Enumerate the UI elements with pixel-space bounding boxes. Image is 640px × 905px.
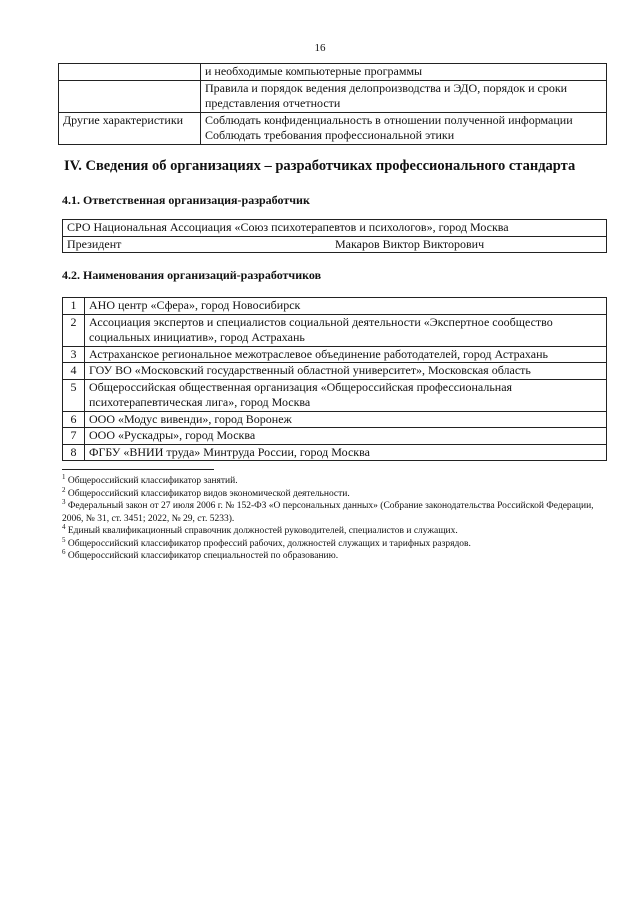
- table-row: [63, 363, 607, 380]
- organization-name: Астраханское региональное межотраслевое объединение работодателей, город Астрахань: [85, 346, 607, 363]
- footnote-text: Общероссийский классификатор специальностей по образованию.: [67, 551, 339, 561]
- organization-name: ООО «Модус вивенди», город Воронеж: [85, 411, 607, 428]
- footnotes: [62, 472, 610, 563]
- president-row: [67, 237, 602, 253]
- row-number: 8: [63, 444, 85, 461]
- footnote-text: Общероссийский классификатор профессий рабочих, должностей служащих и тарифных разрядов.: [67, 538, 471, 549]
- table-cell-value: [201, 112, 607, 144]
- row-number: 6: [63, 411, 85, 428]
- footnote-divider: [62, 469, 214, 470]
- person-name: Макаров Виктор Викторович: [335, 236, 485, 251]
- table-row: [63, 220, 607, 237]
- characteristics-table: [58, 63, 607, 145]
- section-iv-title: IV. Сведения об организациях – разработчиках профессионального стандарта: [64, 158, 576, 174]
- row-number: 7: [63, 428, 85, 445]
- table-row: [63, 444, 607, 461]
- table-row: [59, 112, 607, 144]
- position-title: Президент: [67, 236, 122, 251]
- table-cell-label: Другие характеристики: [59, 112, 201, 144]
- table-row: [63, 314, 607, 346]
- footnote-text: Общероссийский классификатор видов экономической деятельности.: [67, 488, 350, 499]
- organization-name: Общероссийская общественная организация «Общероссийская профессиональная психотерапевтическая лига», город Москва: [85, 379, 607, 411]
- table-cell-label: [59, 80, 201, 112]
- table-row: [63, 411, 607, 428]
- developer-organizations-table: [62, 297, 607, 461]
- table-row: [63, 298, 607, 315]
- footnote: [62, 535, 610, 551]
- footnote: [62, 522, 610, 538]
- characteristic-item: Соблюдать конфиденциальность в отношении полученной информации: [205, 112, 573, 127]
- footnote: [62, 485, 610, 501]
- footnote-text: Федеральный закон от 27 июля 2006 г. № 152-ФЗ «О персональных данных» (Собрание законодательства Российской Федерации, 2006, № 31, ст. 3451; 2022, № 29, ст. 5233).: [62, 501, 594, 524]
- footnote-mark: 3: [62, 497, 66, 506]
- row-number: 4: [63, 363, 85, 380]
- footnote-text: Единый квалификационный справочник должностей руководителей, специалистов и служащих.: [67, 526, 458, 536]
- organization-name: Ассоциация экспертов и специалистов социальной деятельности «Экспертное сообщество социальных инициатив», город Астрахань: [85, 314, 607, 346]
- table-row: [59, 80, 607, 112]
- responsible-organization-table: [62, 219, 607, 253]
- footnote-mark: 5: [62, 535, 66, 544]
- organization-name: АНО центр «Сфера», город Новосибирск: [85, 298, 607, 315]
- row-number: 5: [63, 379, 85, 411]
- footnote-mark: 2: [62, 485, 66, 494]
- section-4-1-title: 4.1. Ответственная организация-разработчик: [62, 193, 310, 207]
- page-number: 16: [314, 42, 326, 54]
- table-cell-label: [59, 64, 201, 81]
- footnote-mark: 4: [62, 522, 66, 531]
- footnote-text: Общероссийский классификатор занятий.: [67, 476, 238, 486]
- footnote: [62, 472, 610, 488]
- table-row: [63, 236, 607, 253]
- footnote: [62, 547, 610, 563]
- row-number: 3: [63, 346, 85, 363]
- organization-name: ООО «Рускадры», город Москва: [85, 428, 607, 445]
- organization-name: СРО Национальная Ассоциация «Союз психотерапевтов и психологов», город Москва: [63, 220, 607, 237]
- table-cell-value: Правила и порядок ведения делопроизводства и ЭДО, порядок и сроки представления отчетности: [201, 80, 607, 112]
- characteristic-item: Соблюдать требования профессиональной этики: [205, 128, 455, 142]
- table-row: [59, 64, 607, 81]
- section-4-2-title: 4.2. Наименования организаций-разработчиков: [62, 268, 322, 282]
- footnote: [62, 497, 610, 525]
- table-row: [63, 379, 607, 411]
- table-cell-value: и необходимые компьютерные программы: [201, 64, 607, 81]
- row-number: 2: [63, 314, 85, 346]
- footnote-mark: 1: [62, 472, 66, 481]
- footnote-mark: 6: [62, 547, 66, 556]
- row-number: 1: [63, 298, 85, 315]
- organization-name: ФГБУ «ВНИИ труда» Минтруда России, город Москва: [85, 444, 607, 461]
- table-row: [63, 346, 607, 363]
- table-row: [63, 428, 607, 445]
- president-cell: [63, 236, 607, 253]
- organization-name: ГОУ ВО «Московский государственный областной университет», Московская область: [85, 363, 607, 380]
